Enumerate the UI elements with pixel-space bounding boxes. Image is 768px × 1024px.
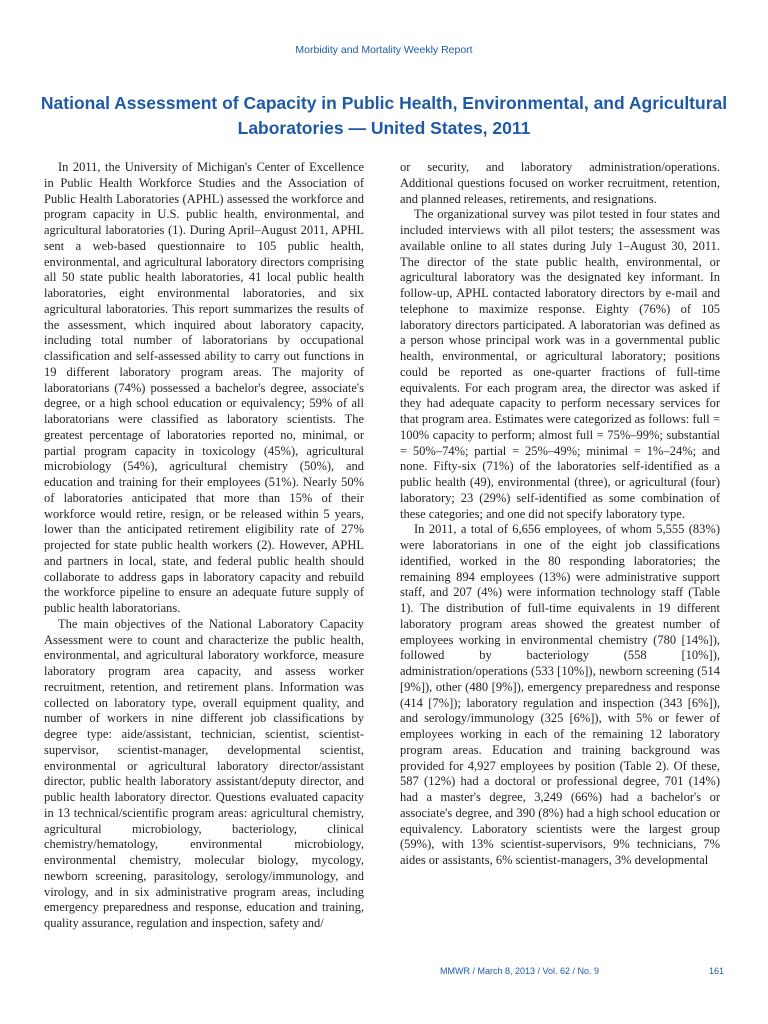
paragraph: In 2011, a total of 6,656 employees, of whom 5,555 (83%) were laboratorians in one of the eight job classifications identified, worked in the 80 responding laboratories; the remaining 894 employees (13%) were administrative support staff, and 207 (4%) were information technology staff (Table 1). The distribution of full-time equivalents in 19 different laboratory program areas showed the greatest number of employees working in environmental chemistry (780 [14%]), followed by bacteriology (558 [10%]), administration/operations (533 [10%]), newborn screening (514 [9%]), other (480 [9%]), emergency preparedness and response (414 [7%]); laboratory regulation and inspection (343 [6%]), and serology/immunology (325 [6%]), with 5% or fewer of employees working in each of the remaining 12 laboratory program areas. Education and training background was provided for 4,927 employees by position (Table 2). Of these, 587 (12%) had a doctoral or professional degree, 701 (14%) had a master's degree, 3,249 (66%) had a bachelor's or associate's degree, and 390 (8%) had a high school education or equivalency. Laboratory scientists were the largest group (59%), with 13% scientist-supervisors, 9% technicians, 7% aides or assistants, 6% scientist-managers, 3% developmental [400, 522, 720, 867]
paragraph: The organizational survey was pilot tested in four states and included interviews with all pilot testers; the assessment was available online to all states during July 1–August 30, 2011. The director of the state public health, environmental, or agricultural laboratory was the designated key informant. In follow-up, APHL contacted laboratory directors by e-mail and telephone to maximize response. Eighty (76%) of 105 laboratory directors participated. A laboratorian was defined as a person whose principal work was in a governmental public health, environmental, or agricultural laboratory; positions could be reported as one-quarter fractions of full-time equivalents. For each program area, the director was asked if they had adequate capacity to perform necessary services for that program area. Estimates were categorized as follows: full = 100% capacity to perform; almost full = 75%–99%; substantial = 50%–74%; partial = 25%–49%; minimal = 1%–24%; and none. Fifty-six (71%) of the laboratories self-identified as a public health (49), environmental (three), or agricultural (four) laboratory; 23 (29%) self-identified as some combination of these categories; and one did not specify laboratory type. [400, 207, 720, 521]
article-title: National Assessment of Capacity in Public Health, Environmental, and Agricultural Laboratories — United States, 2011 [40, 93, 728, 138]
paragraph: In 2011, the University of Michigan's Center of Excellence in Public Health Workforce Studies and the Association of Public Health Laboratories (APHL) assessed the workforce and program capacity in U.S. public health, environmental, and agricultural laboratories (1). During April–August 2011, APHL sent a web-based questionnaire to 105 public health, environmental, and agricultural laboratory directors comprising all 50 state public health laboratories, 41 local public health laboratories, eight environmental laboratories, and six agricultural laboratories. This report summarizes the results of the assessment, which inquired about laboratory capacity, including total number of laboratorians by occupational classification and self-assessed ability to carry out functions in 19 different laboratory program areas. The majority of laboratorians (74%) possessed a bachelor's degree, associate's degree, or a high school education or equivalency; 59% of all laboratorians were classified as laboratory scientists. The greatest percentage of laboratories reported no, minimal, or partial program capacity in toxicology (45%), agricultural microbiology (54%), agricultural chemistry (50%), and education and training for their employees (51%). Nearly 50% of laboratories anticipated that more than 15% of their workforce would retire, resign, or be released within 5 years, lower than the anticipated retirement eligibility rate of 27% projected for state public health workers (2). However, APHL and partners in local, state, and federal public health should collaborate to address gaps in laboratory capacity and rebuild the workforce pipeline to ensure an adequate future supply of public health laboratorians. [44, 160, 364, 615]
paragraph: or security, and laboratory administration/operations. Additional questions focused on worker recruitment, retention, and planned releases, retirements, and resignations. [400, 160, 720, 206]
right-column [400, 160, 720, 869]
paragraph: The main objectives of the National Laboratory Capacity Assessment were to count and characterize the public health, environmental, and agricultural laboratory workforce, measure laboratory program area capacity, and assess worker recruitment, retention, and retirement plans. Information was collected on laboratory type, overall equipment quality, and number of workers in nine different job classifications by degree type: aide/assistant, technician, scientist, scientist-supervisor, scientist-manager, developmental scientist, environmental or agricultural laboratory director/assistant director, public health laboratory assistant/deputy director, and public health laboratory director. Questions evaluated capacity in 13 technical/scientific program areas: agricultural chemistry, agricultural microbiology, bacteriology, clinical chemistry/hematology, environmental microbiology, environmental chemistry, molecular biology, mycology, newborn screening, parasitology, serology/immunology, and virology, and in six administrative program areas, including emergency preparedness and response, education and training, quality assurance, regulation and inspection, safety and/ [44, 616, 364, 930]
journal-citation: MMWR / March 8, 2013 / Vol. 62 / No. 9 [440, 966, 600, 976]
left-column [44, 160, 364, 932]
running-head: Morbidity and Mortality Weekly Report [295, 44, 473, 56]
page-number: 161 [708, 966, 724, 976]
